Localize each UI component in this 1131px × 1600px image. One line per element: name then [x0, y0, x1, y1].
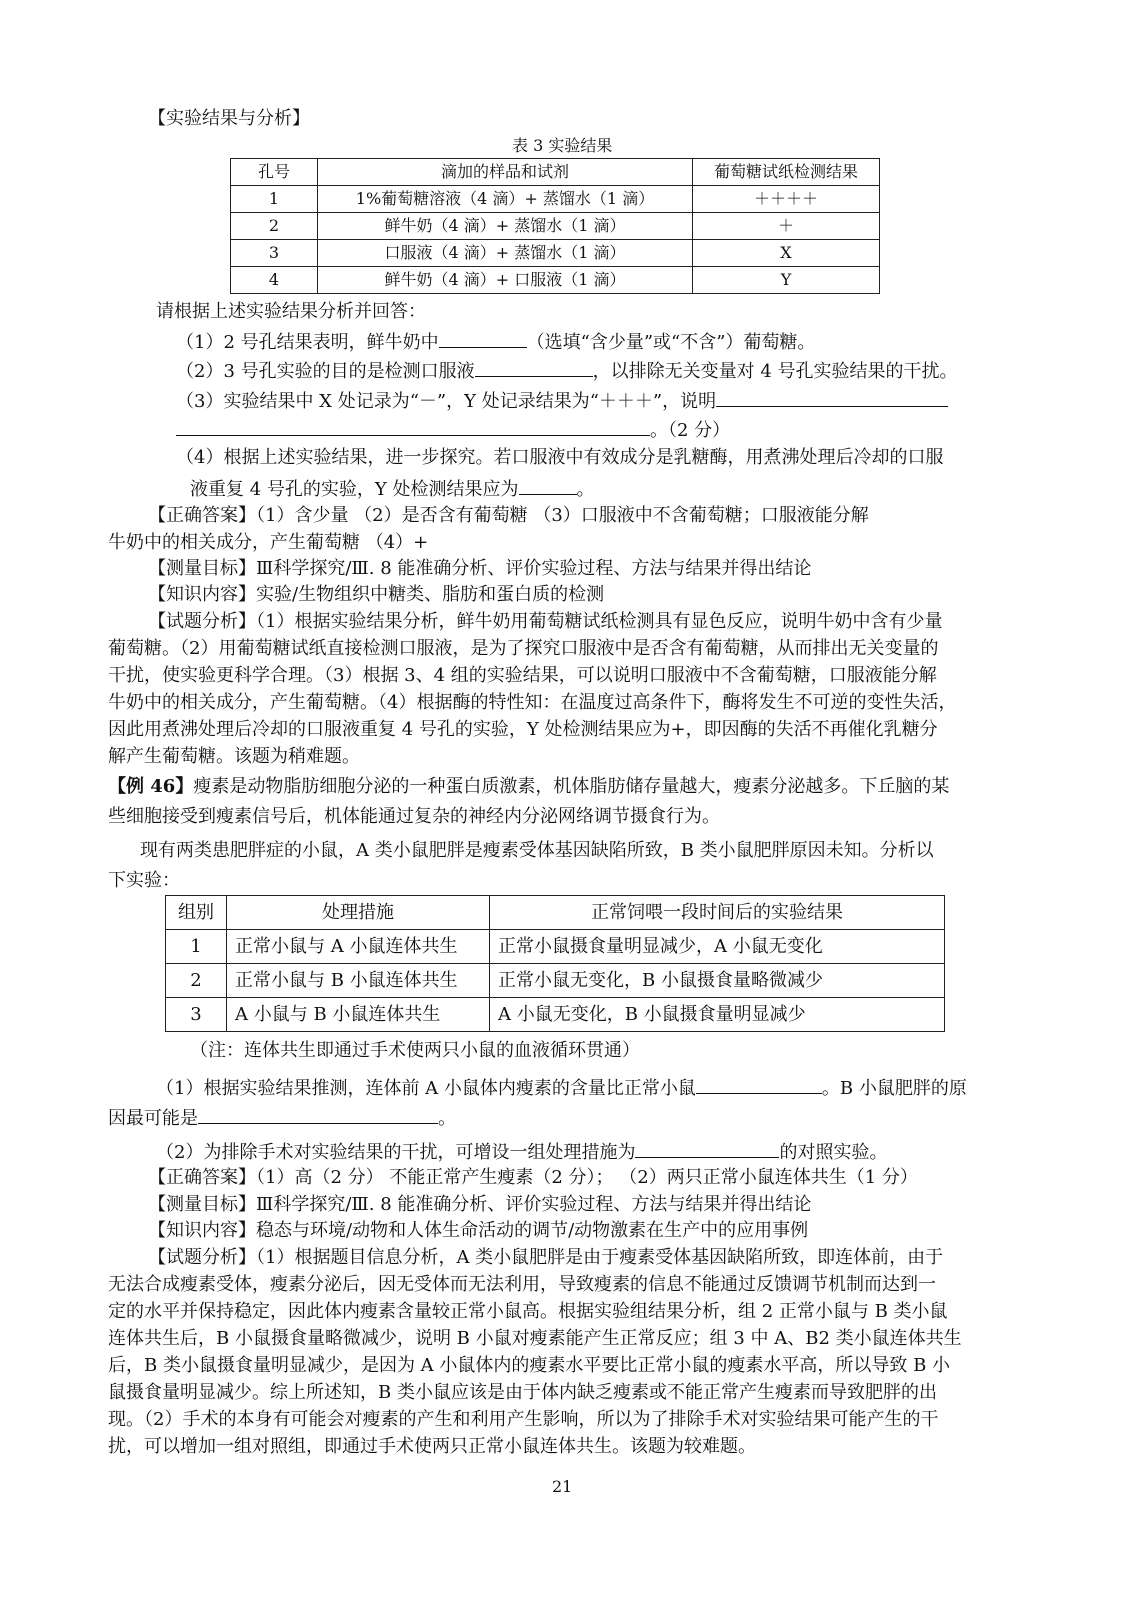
analysis-2-line-4: 连体共生后，B 小鼠摄食量略微减少，说明 B 小鼠对瘦素能产生正常反应；组 3 中 A、B2 类小鼠连体共生 [108, 1328, 962, 1349]
answer-label: 【正确答案】 [148, 1167, 256, 1188]
question-3-cont [176, 415, 730, 444]
table-cell: A 小鼠与 B 小鼠连体共生 [227, 998, 490, 1032]
table-row [231, 213, 880, 240]
answer-blank [635, 1137, 779, 1158]
table-note: （注：连体共生即通过手术使两只小鼠的血液循环贯通） [190, 1040, 640, 1061]
table-cell: 2 [166, 964, 227, 998]
question-1 [176, 327, 815, 356]
knowledge-text: 实验/生物组织中糖类、脂肪和蛋白质的检测 [256, 584, 605, 605]
analysis-1-line-1 [148, 609, 942, 635]
question-intro: 请根据上述实验结果分析并回答： [156, 301, 426, 322]
analysis-1-line-6: 解产生葡萄糖。该题为稍难题。 [108, 746, 360, 767]
analysis-2-line-8: 扰，可以增加一组对照组，即通过手术使两只正常小鼠连体共生。该题为较难题。 [108, 1436, 756, 1457]
goal-2 [148, 1192, 811, 1218]
answer-label: 【正确答案】 [148, 505, 256, 526]
analysis-2-line-5: 后，B 类小鼠摄食量明显减少，是因为 A 小鼠体内的瘦素水平要比正常小鼠的瘦素水平高，所以导致 B 小 [108, 1355, 951, 1376]
part-1-text-mid: 。B 小鼠肥胖的原 [821, 1078, 967, 1099]
mouse-table-header-row [166, 896, 945, 930]
table-cell: A 小鼠无变化，B 小鼠摄食量明显减少 [490, 998, 945, 1032]
question-3-text-end: 。（2 分） [650, 420, 731, 441]
table-cell: 口服液（4 滴）+ 蒸馏水（1 滴） [318, 240, 693, 267]
analysis-2-line-2: 无法合成瘦素受体，瘦素分泌后，因无受体而无法利用，导致瘦素的信息不能通过反馈调节机制而达到一 [108, 1274, 936, 1295]
analysis-2-line-6: 鼠摄食量明显减少。综上所述知，B 类小鼠应该是由于体内缺乏瘦素或不能正常产生瘦素而导致肥胖的出 [108, 1382, 937, 1403]
analysis-2-line-7: 现。（2）手术的本身有可能会对瘦素的产生和利用产生影响，所以为了排除手术对实验结果可能产生的干 [108, 1409, 939, 1430]
table3 [230, 158, 880, 294]
table-cell: Y [693, 267, 880, 294]
table-cell: 1 [231, 186, 318, 213]
table3-caption: 表 3 实验结果 [512, 136, 613, 155]
question-4-text: 液重复 4 号孔的实验，Y 处检测结果应为 [190, 479, 519, 500]
table-cell: 鲜牛奶（4 滴）+ 口服液（1 滴） [318, 267, 693, 294]
page-number: 21 [552, 1477, 573, 1496]
answer-blank [696, 1073, 822, 1094]
part-2 [156, 1137, 887, 1166]
answer-2 [148, 1165, 918, 1191]
table3-header-cell: 滴加的样品和试剂 [318, 159, 693, 186]
question-2 [176, 356, 958, 385]
analysis-text: （1）根据实验结果分析，鲜牛奶用葡萄糖试纸检测具有显色反应，说明牛奶中含有少量 [256, 611, 943, 632]
knowledge-label: 【知识内容】 [148, 584, 256, 605]
answer-blank [475, 356, 593, 377]
part-2-text: （2）为排除手术对实验结果的干扰，可增设一组处理措施为 [156, 1142, 636, 1163]
part-1-text-2: 因最可能是 [108, 1108, 198, 1129]
goal-text: Ⅲ科学探究/Ⅲ. 8 能准确分析、评价实验过程、方法与结果并得出结论 [256, 558, 812, 579]
table-cell: 3 [166, 998, 227, 1032]
question-1-text-end: （选填“含少量”或“不含”）葡萄糖。 [526, 332, 816, 353]
part-1-text-end: 。 [438, 1108, 456, 1129]
example-46-line-4: 下实验： [108, 870, 180, 891]
part-1-cont [108, 1103, 456, 1132]
question-4: （4）根据上述实验结果，进一步探究。若口服液中有效成分是乳糖酶，用煮沸处理后冷却的口服 [176, 447, 944, 468]
table-row [231, 240, 880, 267]
table-row [231, 267, 880, 294]
analysis-1-line-2: 葡萄糖。（2）用葡萄糖试纸直接检测口服液，是为了探究口服液中是否含有葡萄糖，从而排出无关变量的 [108, 638, 939, 659]
analysis-text: （1）根据题目信息分析，A 类小鼠肥胖是由于瘦素受体基因缺陷所致，即连体前，由于 [256, 1247, 944, 1268]
knowledge-label: 【知识内容】 [148, 1220, 256, 1241]
answer-1-cont: 牛奶中的相关成分，产生葡萄糖 （4）+ [108, 532, 429, 553]
table-cell: 正常小鼠摄食量明显减少，A 小鼠无变化 [490, 930, 945, 964]
part-2-text-end: 的对照实验。 [779, 1142, 888, 1163]
question-3 [176, 386, 948, 415]
table-cell: ＋＋＋＋ [693, 186, 880, 213]
knowledge-1 [148, 582, 604, 608]
mouse-table-header-cell: 组别 [166, 896, 227, 930]
question-4-text-end: 。 [576, 479, 595, 500]
example-label: 【例 46】 [108, 776, 194, 797]
part-1-text: （1）根据实验结果推测，连体前 A 小鼠体内瘦素的含量比正常小鼠 [156, 1078, 696, 1099]
question-3-text: （3）实验结果中 X 处记录为“－”，Y 处记录结果为“＋＋＋”，说明 [176, 391, 717, 412]
goal-text: Ⅲ科学探究/Ⅲ. 8 能准确分析、评价实验过程、方法与结果并得出结论 [256, 1194, 812, 1215]
example-text: 瘦素是动物脂肪细胞分泌的一种蛋白质激素，机体脂肪储存量越大，瘦素分泌越多。下丘脑的某 [193, 776, 950, 797]
goal-label: 【测量目标】 [148, 1194, 256, 1215]
goal-label: 【测量目标】 [148, 558, 256, 579]
question-2-text-end: ，以排除无关变量对 4 号孔实验结果的干扰。 [592, 361, 958, 382]
analysis-1-line-4: 牛奶中的相关成分，产生葡萄糖。（4）根据酶的特性知：在温度过高条件下，酶将发生不可逆的变性失活， [108, 692, 957, 713]
answer-blank [176, 415, 650, 436]
table-row [166, 998, 945, 1032]
table-cell: ＋ [693, 213, 880, 240]
example-46-line-1 [108, 774, 949, 800]
example-46-line-3: 现有两类患肥胖症的小鼠，A 类小鼠肥胖是瘦素受体基因缺陷所致，B 类小鼠肥胖原因未知。分析以 [140, 840, 934, 861]
analysis-label: 【试题分析】 [148, 1247, 256, 1268]
analysis-2-line-1 [148, 1245, 943, 1271]
answer-blank [519, 474, 577, 495]
part-1 [156, 1073, 967, 1102]
table-row [166, 930, 945, 964]
table-row [166, 964, 945, 998]
table3-header-cell: 孔号 [231, 159, 318, 186]
table-cell: 正常小鼠无变化，B 小鼠摄食量略微减少 [490, 964, 945, 998]
answer-blank [439, 327, 527, 348]
table-cell: 鲜牛奶（4 滴）+ 蒸馏水（1 滴） [318, 213, 693, 240]
table-cell: 正常小鼠与 B 小鼠连体共生 [227, 964, 490, 998]
table-cell: 4 [231, 267, 318, 294]
table-row [231, 186, 880, 213]
table-cell: 1 [166, 930, 227, 964]
question-2-text: （2）3 号孔实验的目的是检测口服液 [176, 361, 475, 382]
table-cell: X [693, 240, 880, 267]
table-cell: 正常小鼠与 A 小鼠连体共生 [227, 930, 490, 964]
answer-blank [716, 386, 948, 407]
answer-blank [198, 1103, 438, 1124]
knowledge-2 [148, 1218, 808, 1244]
table3-header-row [231, 159, 880, 186]
mouse-table-header-cell: 正常饲喂一段时间后的实验结果 [490, 896, 945, 930]
example-46-line-2: 些细胞接受到瘦素信号后，机体能通过复杂的神经内分泌网络调节摄食行为。 [108, 806, 720, 827]
question-4-cont [190, 474, 595, 503]
answer-text: （1）高（2 分） 不能正常产生瘦素（2 分）； （2）两只正常小鼠连体共生（1 分） [256, 1167, 918, 1188]
table-cell: 2 [231, 213, 318, 240]
question-1-text: （1）2 号孔结果表明，鲜牛奶中 [176, 332, 439, 353]
table-cell: 1%葡萄糖溶液（4 滴）+ 蒸馏水（1 滴） [318, 186, 693, 213]
answer-1 [148, 503, 869, 529]
mouse-table [165, 895, 945, 1032]
analysis-label: 【试题分析】 [148, 611, 256, 632]
analysis-2-line-3: 定的水平并保持稳定，因此体内瘦素含量较正常小鼠高。根据实验组结果分析，组 2 正常小鼠与 B 类小鼠 [108, 1301, 948, 1322]
answer-text: （1）含少量 （2）是否含有葡萄糖 （3）口服液中不含葡萄糖；口服液能分解 [256, 505, 869, 526]
analysis-1-line-3: 干扰，使实验更科学合理。（3）根据 3、4 组的实验结果，可以说明口服液中不含葡萄糖，口服液能分解 [108, 665, 937, 686]
section-heading: 【实验结果与分析】 [148, 108, 310, 129]
goal-1 [148, 556, 811, 582]
table3-header-cell: 葡萄糖试纸检测结果 [693, 159, 880, 186]
mouse-table-header-cell: 处理措施 [227, 896, 490, 930]
knowledge-text: 稳态与环境/动物和人体生命活动的调节/动物激素在生产中的应用事例 [256, 1220, 809, 1241]
table-cell: 3 [231, 240, 318, 267]
analysis-1-line-5: 因此用煮沸处理后冷却的口服液重复 4 号孔的实验，Y 处检测结果应为+，即因酶的失活不再催化乳糖分 [108, 719, 938, 740]
